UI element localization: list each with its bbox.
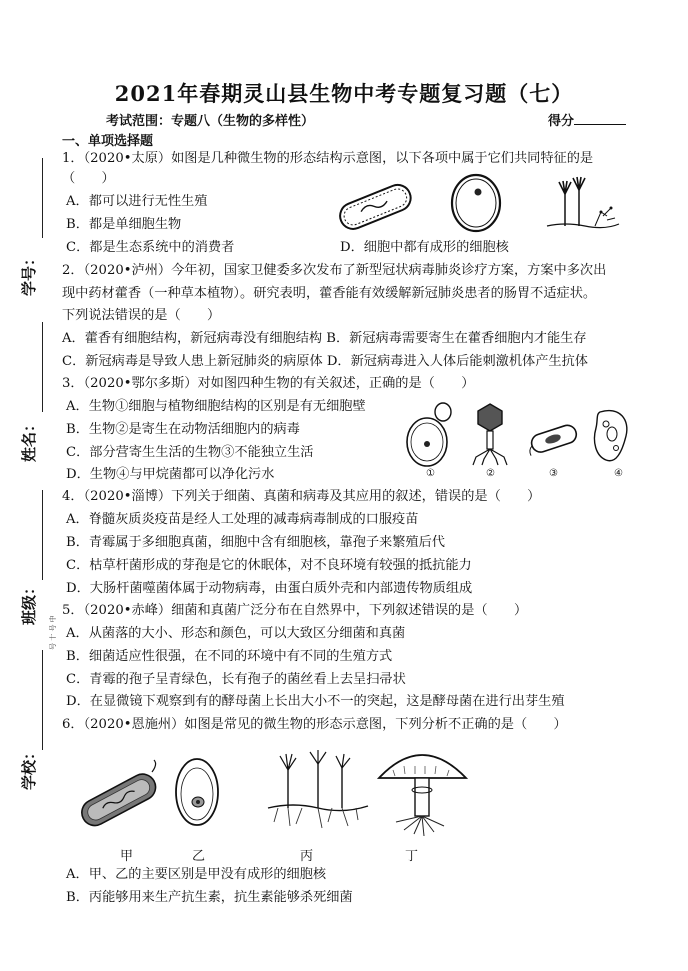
score-blank [574,112,626,125]
q6-option-b: B．丙能够用来生产抗生素，抗生素能够杀死细菌 [66,890,353,905]
binding-line [42,650,43,750]
q3-figure-phage [470,402,510,466]
q2-line-1: 2．（2020•泸州）今年初，国家卫健委多次发布了新型冠状病毒肺炎诊疗方案，方案中多次出 [62,263,607,278]
q3-figure-paramecium [590,406,634,466]
q5-stem: 5．（2020•赤峰）细菌和真菌广泛分布在自然界中，下列叙述错误的是（ ） [62,603,528,618]
margin-mark: 号 十 号 中 [49,615,57,650]
q4-option-c: C．枯草杆菌形成的芽孢是它的休眠体，对不良环境有较强的抵抗能力 [66,558,472,573]
q3-stem: 3．（2020•鄂尔多斯）对如图四种生物的有关叙述，正确的是（ ） [62,376,475,391]
q4-stem: 4．（2020•淄博）下列关于细菌、真菌和病毒及其应用的叙述，错误的是（ ） [62,489,541,504]
q6-figure-penicillium [268,748,368,838]
q6-fig-label-jia: 甲 [120,849,134,864]
name-label: 姓名： [20,416,38,462]
score-field [548,110,626,129]
q2-options-cd: C．新冠病毒是导致人患上新冠肺炎的病原体 D．新冠病毒进入人体后能刺激机体产生抗体 [62,354,588,369]
q1-figure-mold [545,176,620,232]
q6-option-a: A．甲、乙的主要区别是甲没有成形的细胞核 [66,867,327,882]
binding-line [42,322,43,412]
q4-option-b: B．青霉属于多细胞真菌，细胞中含有细胞核，靠孢子来繁殖后代 [66,535,445,550]
q2-line-3: 下列说法错误的是（ ） [62,308,221,323]
q1-paren: （ ） [62,171,115,186]
section-heading: 一、单项选择题 [62,134,154,149]
exam-scope: 考试范围：专题八（生物的多样性） [106,114,315,129]
binding-line [42,490,43,580]
q3-option-a: A．生物①细胞与植物细胞结构的区别是有无细胞壁 [66,399,366,414]
q6-figure-bacterium [70,760,170,830]
q6-figure-yeast [172,752,222,832]
q6-fig-label-ding: 丁 [405,849,419,864]
q1-figure-yeast [448,172,504,234]
q5-option-d: D．在显微镜下观察到有的酵母菌上长出大小不一的突起，这是酵母菌在进行出芽生殖 [66,694,565,709]
q6-figure-mushroom [375,738,470,838]
q1-option-b: B．都是单细胞生物 [66,217,182,232]
q3-option-b: B．生物②是寄生在动物活细胞内的病毒 [66,422,300,437]
q1-figure-bacterium [330,178,420,234]
score-label: 得分 [548,114,575,129]
q5-option-c: C．青霉的孢子呈青绿色，长有孢子的菌丝看上去呈扫帚状 [66,672,406,687]
q6-fig-label-bing: 丙 [300,849,314,864]
page-title: 2021年春期灵山县生物中考专题复习题（七） [114,81,574,106]
q3-figure-bacterium [525,418,581,460]
school-label: 学校： [20,744,38,790]
q3-fig-label-4: ④ [614,468,623,479]
q1-stem: 1．（2020•太原）如图是几种微生物的形态结构示意图，以下各项中属于它们共同特征的是 [62,151,594,166]
q3-option-c: C．部分营寄生生活的生物③不能独立生活 [66,445,314,460]
q5-option-b: B．细菌适应性很强，在不同的环境中有不同的生殖方式 [66,649,393,664]
q3-fig-label-3: ③ [549,468,558,479]
q3-option-d: D．生物④与甲烷菌都可以净化污水 [66,467,275,482]
q4-option-d: D．大肠杆菌噬菌体属于动物病毒，由蛋白质外壳和内部遗传物质组成 [66,581,473,596]
student-number-label: 学号： [20,250,38,296]
q3-figure-yeast [405,400,455,470]
class-label: 班级： [20,579,38,625]
q3-fig-label-2: ② [486,468,495,479]
q3-fig-label-1: ① [426,468,435,479]
q2-options-ab: A．藿香有细胞结构，新冠病毒没有细胞结构 B．新冠病毒需要寄生在藿香细胞内才能生存 [62,331,587,346]
binding-line [42,158,43,238]
q4-option-a: A．脊髓灰质炎疫苗是经人工处理的减毒病毒制成的口服疫苗 [66,512,419,527]
q1-option-a: A．都可以进行无性生殖 [66,194,208,209]
q1-option-c: C．都是生态系统中的消费者 [66,240,235,255]
q6-fig-label-yi: 乙 [192,849,206,864]
q6-stem: 6．（2020•恩施州）如图是常见的微生物的形态示意图，下列分析不正确的是（ ） [62,717,567,732]
q5-option-a: A．从菌落的大小、形态和颜色，可以大致区分细菌和真菌 [66,626,406,641]
q1-option-d: D．细胞中都有成形的细胞核 [340,240,509,255]
q2-line-2: 现中药材藿香（一种草本植物）。研究表明，藿香能有效缓解新冠肺炎患者的肠胃不适症状。 [62,286,597,301]
